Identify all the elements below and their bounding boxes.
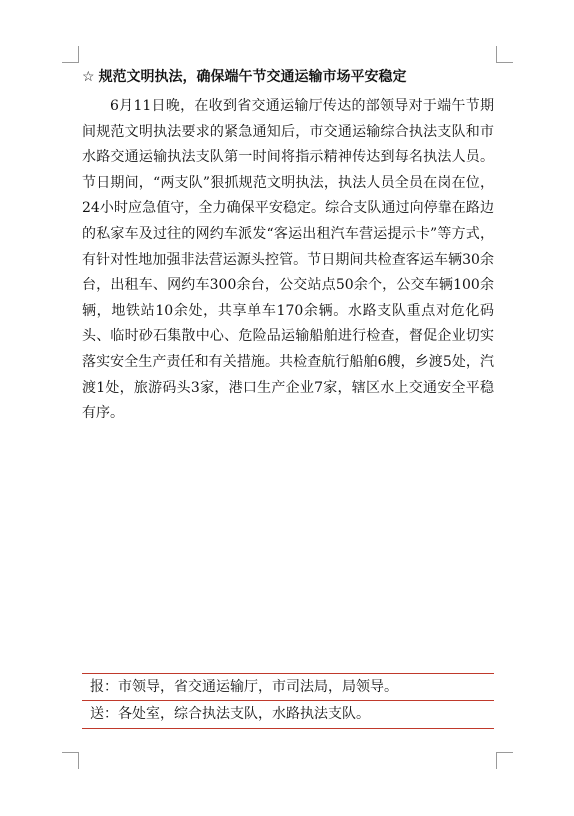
crop-mark-top-left	[62, 46, 79, 63]
crop-mark-bottom-left	[62, 752, 79, 769]
crop-mark-top-right	[496, 46, 513, 63]
star-icon: ☆	[82, 69, 95, 85]
divider-rule-middle	[82, 700, 494, 701]
crop-mark-bottom-right	[496, 752, 513, 769]
send-to-line: 送：各处室，综合执法支队，水路执法支队。	[90, 706, 370, 722]
article-heading-text: 规范文明执法，确保端午节交通运输市场平安稳定	[98, 69, 407, 85]
divider-rule-top	[82, 673, 494, 674]
report-to-line: 报：市领导，省交通运输厅，市司法局，局领导。	[90, 679, 398, 695]
article-heading	[82, 66, 502, 88]
article-body: 6月11日晚，在收到省交通运输厅传达的部领导对于端午节期间规范文明执法要求的紧急通知后，市交通运输综合执法支队和市水路交通运输执法支队第一时间将指示精神传达到每名执法人员。节日期间，“两支队”狠抓规范文明执法，执法人员全员在岗在位，24小时应急值守，全力确保平安稳定。综合支队通过向停靠在路边的私家车及过往的网约车派发“客运出租汽车营运提示卡”等方式，有针对性地加强非法营运源头控管。节日期间共检查客运车辆30余台，出租车、网约车300余台，公交站点50余个，公交车辆100余辆，地铁站10余处，共享单车170余辆。水路支队重点对危化码头、临时砂石集散中心、危险品运输船舶进行检查，督促企业切实落实安全生产责任和有关措施。共检查航行船舶6艘，乡渡5处，汽渡1处，旅游码头3家，港口生产企业7家，辖区水上交通安全平稳有序。	[82, 98, 494, 422]
divider-rule-bottom	[82, 728, 494, 729]
